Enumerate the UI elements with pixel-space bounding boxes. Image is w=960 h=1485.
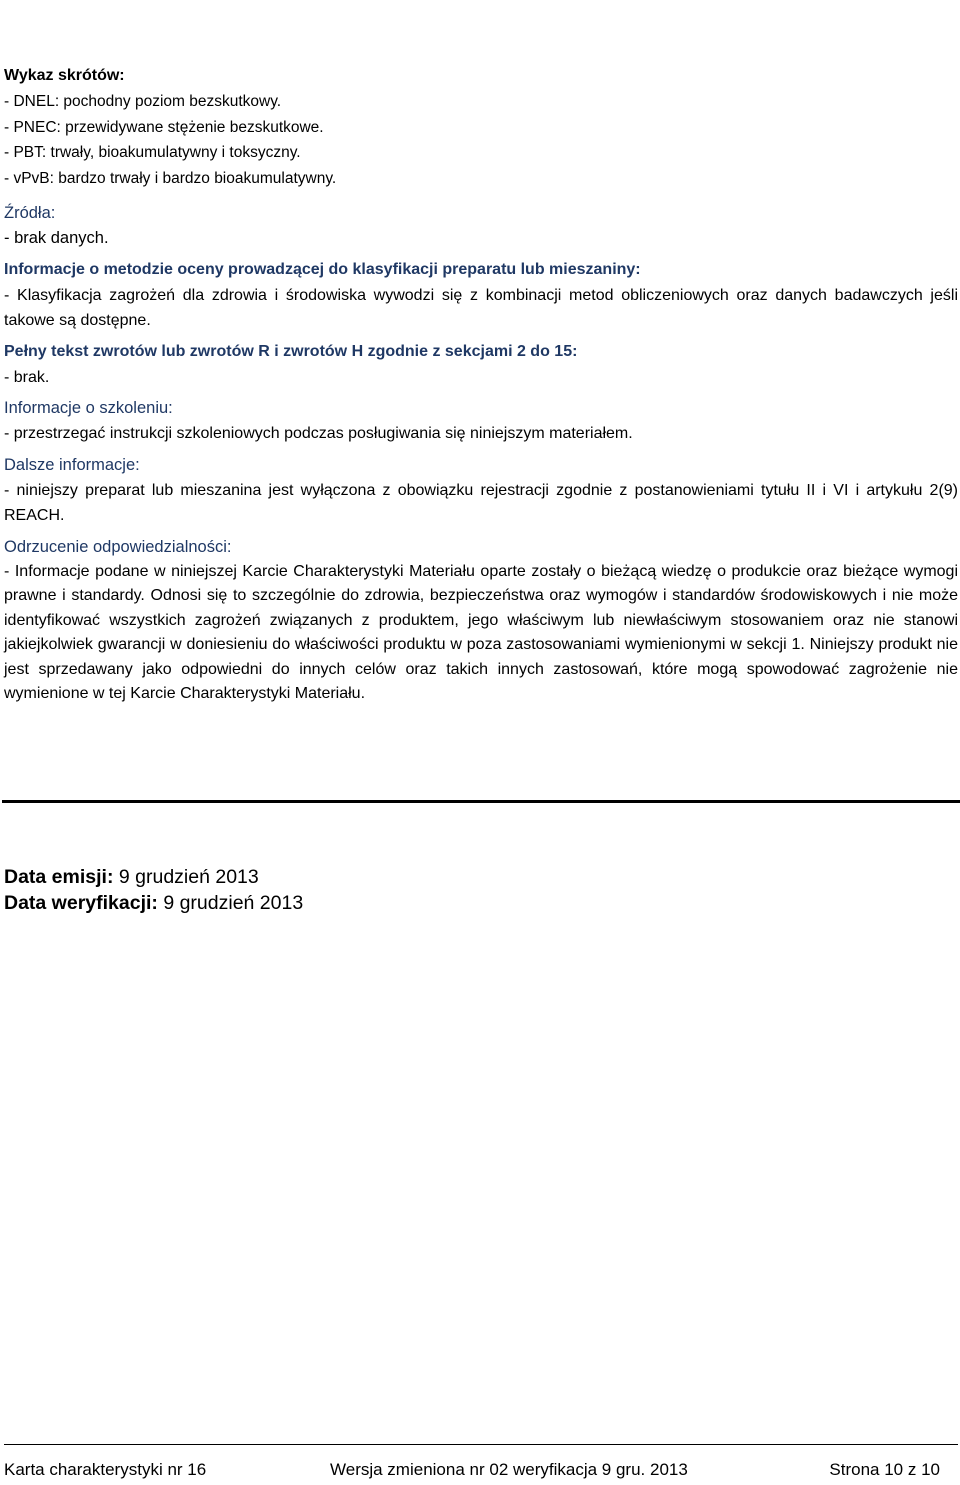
footer-page-number: Strona 10 z 10	[829, 1460, 940, 1479]
phrases-section	[4, 339, 958, 390]
footer-document-id: Karta charakterystyki nr 16	[4, 1460, 207, 1479]
abbreviation-item: - PNEC: przewidywane stężenie bezskutkowe.	[4, 118, 324, 136]
divider-line	[2, 800, 960, 803]
sources-text: - brak danych.	[4, 229, 109, 247]
assessment-text: - Klasyfikacja zagrożeń dla zdrowia i środowiska wywodzi się z kombinacji metod obliczeniowych oraz danych badawczych jeśli takowe są dostępne.	[4, 287, 958, 329]
further-info-text: - niniejszy preparat lub mieszanina jest wyłączona z obowiązku rejestracji zgodnie z postanowieniami tytułu II i VI i artykułu 2(9) REACH.	[4, 482, 958, 524]
issue-date-row	[4, 864, 303, 890]
abbreviations-section	[4, 63, 958, 191]
issue-date-value: 9 grudzień 2013	[118, 866, 259, 888]
page-footer	[4, 1444, 958, 1485]
verification-date-value: 9 grudzień 2013	[163, 892, 304, 914]
assessment-section	[4, 257, 958, 333]
issue-date-label: Data emisji:	[4, 866, 114, 888]
dates-block	[4, 864, 303, 916]
further-info-heading: Dalsze informacje:	[4, 456, 140, 474]
further-info-section	[4, 452, 958, 528]
phrases-text: - brak.	[4, 369, 50, 386]
verification-date-row	[4, 890, 303, 916]
abbreviation-item: - vPvB: bardzo trwały i bardzo bioakumulatywny.	[4, 169, 337, 187]
training-section	[4, 395, 958, 446]
assessment-heading: Informacje o metodzie oceny prowadzącej do klasyfikacji preparatu lub mieszaniny:	[4, 261, 641, 278]
verification-date-label: Data weryfikacji:	[4, 892, 158, 914]
disclaimer-section	[4, 534, 958, 706]
sources-heading: Źródła:	[4, 204, 56, 222]
phrases-heading: Pełny tekst zwrotów lub zwrotów R i zwrotów H zgodnie z sekcjami 2 do 15:	[4, 343, 578, 360]
disclaimer-text: - Informacje podane w niniejszej Karcie Charakterystyki Materiału oparte zostały o bieżącą wiedzę o produkcie oraz bieżące wymogi prawne i standardy. Odnosi się to szczególnie do zdrowia, bezpieczeństwa oraz wymogów i standardów środowiskowych i nie może identyfikować wszystkich zagrożeń związanych z produktem, jego właściwym lub niewłaściwym stosowaniem oraz nie stanowi jakiejkolwiek gwarancji w doniesieniu do właściwości produktu w poza zastosowaniami wymienionymi w sekcji 1. Niniejszy produkt nie jest sprzedawany jako odpowiedni do innych celów oraz takich innych zastosowań, które mogą spowodować zagrożenie nie wymienione w tej Karcie Charakterystyki Materiału.	[4, 563, 958, 703]
footer-version: Wersja zmieniona nr 02 weryfikacja 9 gru. 2013	[330, 1460, 688, 1479]
abbreviation-item: - DNEL: pochodny poziom bezskutkowy.	[4, 93, 282, 110]
disclaimer-heading: Odrzucenie odpowiedzialności:	[4, 538, 232, 556]
abbreviations-title: Wykaz skrótów:	[4, 67, 125, 84]
abbreviation-item: - PBT: trwały, bioakumulatywny i toksyczny.	[4, 144, 301, 161]
training-heading: Informacje o szkoleniu:	[4, 399, 173, 417]
training-text: - przestrzegać instrukcji szkoleniowych podczas posługiwania się niniejszym materiałem.	[4, 425, 633, 442]
